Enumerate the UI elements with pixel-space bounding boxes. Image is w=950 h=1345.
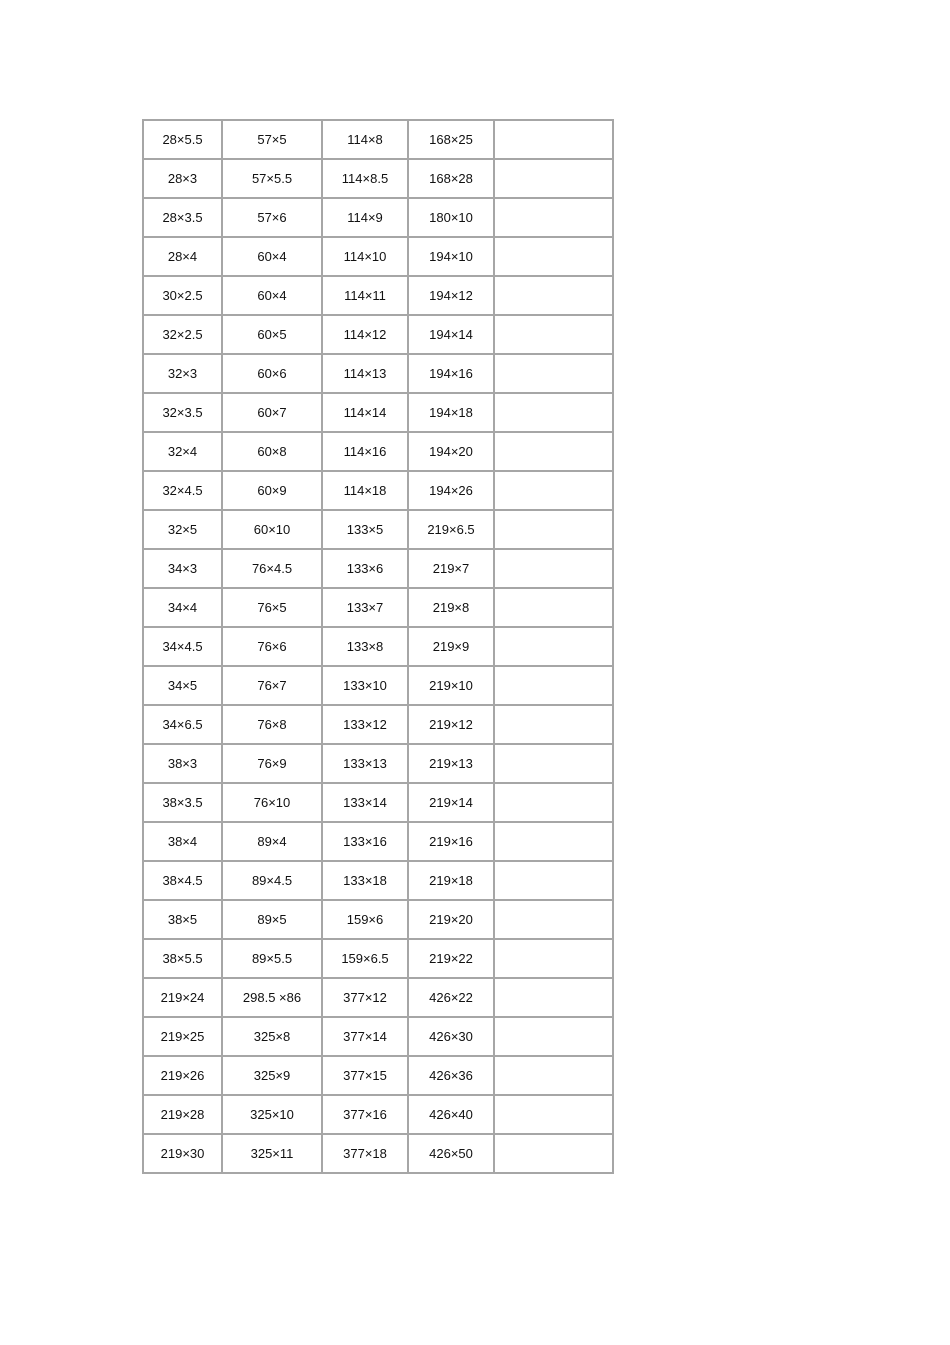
table-cell	[494, 120, 613, 159]
table-cell: 76×10	[222, 783, 322, 822]
table-cell	[494, 393, 613, 432]
table-cell: 38×5.5	[143, 939, 222, 978]
table-cell: 114×8	[322, 120, 408, 159]
table-cell: 194×26	[408, 471, 494, 510]
table-cell: 180×10	[408, 198, 494, 237]
table-cell	[494, 822, 613, 861]
table-cell: 426×30	[408, 1017, 494, 1056]
table-cell: 377×12	[322, 978, 408, 1017]
table-cell: 32×2.5	[143, 315, 222, 354]
table-cell: 159×6	[322, 900, 408, 939]
table-cell: 34×6.5	[143, 705, 222, 744]
table-cell: 89×4.5	[222, 861, 322, 900]
table-row	[143, 549, 613, 588]
table-row	[143, 1017, 613, 1056]
table-cell: 219×16	[408, 822, 494, 861]
table-cell: 60×7	[222, 393, 322, 432]
table-cell	[494, 471, 613, 510]
table-row	[143, 510, 613, 549]
table-cell: 89×4	[222, 822, 322, 861]
table-cell: 28×3	[143, 159, 222, 198]
table-cell: 38×4.5	[143, 861, 222, 900]
table-row	[143, 939, 613, 978]
table-cell	[494, 159, 613, 198]
table-cell	[494, 627, 613, 666]
table-cell: 219×10	[408, 666, 494, 705]
table-cell: 377×18	[322, 1134, 408, 1173]
table-cell: 89×5	[222, 900, 322, 939]
table-row	[143, 861, 613, 900]
table-row	[143, 627, 613, 666]
table-cell: 76×7	[222, 666, 322, 705]
table-cell: 76×9	[222, 744, 322, 783]
table-cell: 219×9	[408, 627, 494, 666]
table-cell: 426×22	[408, 978, 494, 1017]
table-row	[143, 159, 613, 198]
table-cell	[494, 783, 613, 822]
table-cell: 219×20	[408, 900, 494, 939]
table-cell: 32×4	[143, 432, 222, 471]
table-row	[143, 1134, 613, 1173]
table-cell: 89×5.5	[222, 939, 322, 978]
table-cell	[494, 198, 613, 237]
table-cell: 133×14	[322, 783, 408, 822]
table-row	[143, 276, 613, 315]
table-cell: 38×5	[143, 900, 222, 939]
table-cell: 28×3.5	[143, 198, 222, 237]
table-cell: 60×4	[222, 237, 322, 276]
table-row	[143, 822, 613, 861]
table-cell: 219×22	[408, 939, 494, 978]
table-cell: 426×36	[408, 1056, 494, 1095]
table-cell: 133×13	[322, 744, 408, 783]
table-cell: 219×25	[143, 1017, 222, 1056]
table-cell: 57×6	[222, 198, 322, 237]
table-row	[143, 900, 613, 939]
table-cell	[494, 666, 613, 705]
table-cell: 219×26	[143, 1056, 222, 1095]
table-row	[143, 978, 613, 1017]
table-cell: 194×10	[408, 237, 494, 276]
table-cell: 60×10	[222, 510, 322, 549]
table-cell: 38×4	[143, 822, 222, 861]
table-cell: 60×6	[222, 354, 322, 393]
table-row	[143, 783, 613, 822]
table-row	[143, 1095, 613, 1134]
table-cell: 133×16	[322, 822, 408, 861]
table-cell: 34×3	[143, 549, 222, 588]
table-cell: 219×30	[143, 1134, 222, 1173]
table-row	[143, 1056, 613, 1095]
table-row	[143, 354, 613, 393]
pipe-size-table	[142, 119, 614, 1174]
table-cell: 30×2.5	[143, 276, 222, 315]
table-body	[143, 120, 613, 1173]
table-cell: 194×16	[408, 354, 494, 393]
table-cell	[494, 354, 613, 393]
table-cell: 133×8	[322, 627, 408, 666]
table-cell: 133×5	[322, 510, 408, 549]
table-cell: 28×4	[143, 237, 222, 276]
table-row	[143, 237, 613, 276]
table-cell	[494, 237, 613, 276]
table-cell: 325×10	[222, 1095, 322, 1134]
table-cell: 377×16	[322, 1095, 408, 1134]
table-cell	[494, 1095, 613, 1134]
table-row	[143, 315, 613, 354]
table-cell: 76×5	[222, 588, 322, 627]
table-cell: 60×4	[222, 276, 322, 315]
table-cell: 34×4.5	[143, 627, 222, 666]
table-cell: 114×16	[322, 432, 408, 471]
table-cell: 114×8.5	[322, 159, 408, 198]
table-cell: 194×20	[408, 432, 494, 471]
table-cell	[494, 744, 613, 783]
table-cell: 194×12	[408, 276, 494, 315]
table-cell: 159×6.5	[322, 939, 408, 978]
table-cell: 60×9	[222, 471, 322, 510]
table-cell	[494, 276, 613, 315]
table-cell: 325×8	[222, 1017, 322, 1056]
table-cell	[494, 1134, 613, 1173]
table-cell: 114×9	[322, 198, 408, 237]
table-row	[143, 120, 613, 159]
table-cell: 377×15	[322, 1056, 408, 1095]
table-cell: 114×13	[322, 354, 408, 393]
table-cell: 219×24	[143, 978, 222, 1017]
table-row	[143, 666, 613, 705]
table-cell: 426×40	[408, 1095, 494, 1134]
table-cell	[494, 1056, 613, 1095]
table-cell: 32×3	[143, 354, 222, 393]
table-cell	[494, 939, 613, 978]
table-cell: 219×13	[408, 744, 494, 783]
table-cell: 377×14	[322, 1017, 408, 1056]
table-cell	[494, 432, 613, 471]
table-cell: 114×12	[322, 315, 408, 354]
table-cell: 168×28	[408, 159, 494, 198]
table-cell: 57×5	[222, 120, 322, 159]
table-cell: 57×5.5	[222, 159, 322, 198]
table-cell: 34×4	[143, 588, 222, 627]
table-row	[143, 432, 613, 471]
table-cell	[494, 315, 613, 354]
table-cell: 32×4.5	[143, 471, 222, 510]
table-row	[143, 393, 613, 432]
table-cell: 114×11	[322, 276, 408, 315]
table-cell: 60×8	[222, 432, 322, 471]
table-cell	[494, 900, 613, 939]
table-cell	[494, 549, 613, 588]
table-cell: 38×3	[143, 744, 222, 783]
table-cell: 133×12	[322, 705, 408, 744]
table-row	[143, 705, 613, 744]
table-cell: 38×3.5	[143, 783, 222, 822]
table-cell: 219×8	[408, 588, 494, 627]
table-row	[143, 198, 613, 237]
table-cell	[494, 978, 613, 1017]
table-cell: 325×11	[222, 1134, 322, 1173]
table-cell: 76×4.5	[222, 549, 322, 588]
table-cell: 60×5	[222, 315, 322, 354]
table-cell	[494, 1017, 613, 1056]
table-cell	[494, 588, 613, 627]
table-cell	[494, 510, 613, 549]
table-cell: 325×9	[222, 1056, 322, 1095]
table-cell: 133×10	[322, 666, 408, 705]
table-cell: 76×8	[222, 705, 322, 744]
table-cell: 114×14	[322, 393, 408, 432]
table-cell: 133×18	[322, 861, 408, 900]
table-cell: 32×3.5	[143, 393, 222, 432]
table-cell: 194×14	[408, 315, 494, 354]
table-row	[143, 588, 613, 627]
table-cell: 219×28	[143, 1095, 222, 1134]
table-cell: 219×7	[408, 549, 494, 588]
table-cell	[494, 705, 613, 744]
table-cell: 114×10	[322, 237, 408, 276]
table-row	[143, 471, 613, 510]
table-cell: 219×18	[408, 861, 494, 900]
table-cell: 133×7	[322, 588, 408, 627]
table-cell: 133×6	[322, 549, 408, 588]
table-cell: 194×18	[408, 393, 494, 432]
table-cell: 34×5	[143, 666, 222, 705]
table-cell: 219×12	[408, 705, 494, 744]
table-cell: 168×25	[408, 120, 494, 159]
table-cell: 114×18	[322, 471, 408, 510]
table-row	[143, 744, 613, 783]
table-cell: 32×5	[143, 510, 222, 549]
table-cell: 219×14	[408, 783, 494, 822]
table-cell	[494, 861, 613, 900]
table-cell: 426×50	[408, 1134, 494, 1173]
table-cell: 298.5 ×86	[222, 978, 322, 1017]
table-cell: 28×5.5	[143, 120, 222, 159]
table-cell: 76×6	[222, 627, 322, 666]
table-cell: 219×6.5	[408, 510, 494, 549]
